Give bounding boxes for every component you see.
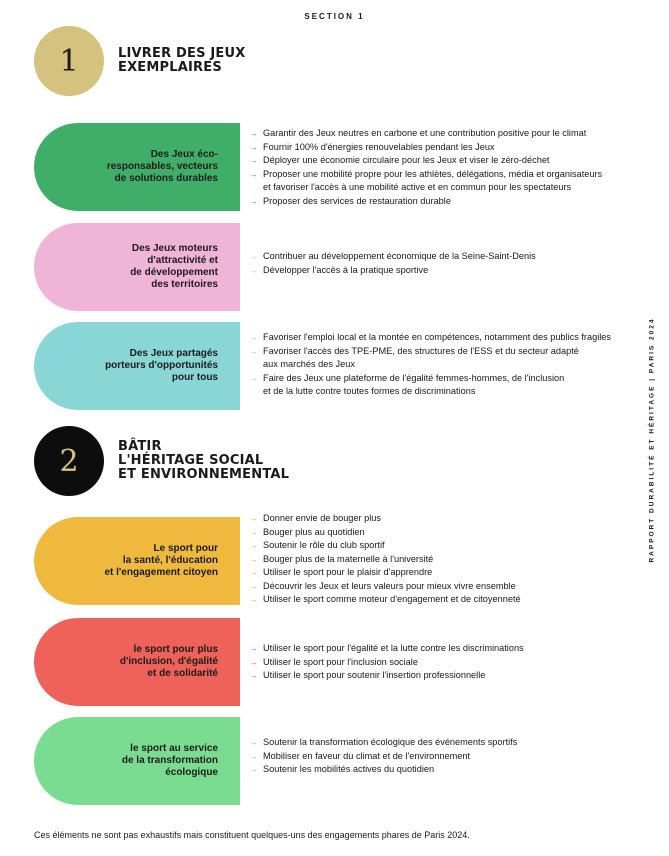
- part-2-title-line: ET ENVIRONNEMENTAL: [118, 467, 290, 482]
- list-item-line: Utiliser le sport pour l'inclusion sociale: [263, 656, 418, 667]
- arrow-right-icon: →: [249, 580, 258, 591]
- list-item-text: [263, 168, 602, 195]
- arrow-right-icon: →: [249, 155, 258, 165]
- list-item-line: Proposer une mobilité propre pour les athlètes, délégations, média et organisateurs: [263, 168, 603, 179]
- list-item-line: Fournir 100% d'énergies renouvelables pendant les Jeux: [263, 141, 495, 152]
- list-item: [249, 372, 649, 399]
- part-1-number-badge: 1: [34, 26, 104, 96]
- list-item-text: [263, 669, 485, 683]
- group-label-line: et l'engagement citoyen: [104, 567, 218, 578]
- list-item-line: Favoriser l'accès des TPE-PME, des structures de l'ESS et du secteur adapté: [263, 345, 579, 356]
- list-item: [249, 154, 649, 168]
- arrow-right-icon: →: [249, 372, 258, 383]
- footnote: Ces éléments ne sont pas exhaustifs mais constituent quelques-uns des engagements phares de Paris 2024.: [34, 830, 470, 840]
- list-item-text: [263, 566, 432, 580]
- arrow-right-icon: →: [249, 345, 258, 356]
- arrow-right-icon: →: [249, 264, 258, 275]
- list-item-line: Donner envie de bouger plus: [263, 513, 381, 523]
- group-4-label: [104, 543, 218, 579]
- arrow-right-icon: →: [249, 643, 258, 653]
- list-item-text: [263, 141, 495, 155]
- arrow-right-icon: →: [249, 128, 258, 138]
- list-item: [249, 141, 649, 155]
- part-1-title-line: LIVRER DES JEUX: [118, 46, 246, 61]
- list-item-line: Favoriser l'emploi local et la montée en compétences, notamment des publics fragiles: [263, 332, 611, 342]
- list-item-line: Découvrir les Jeux et leurs valeurs pour mieux vivre ensemble: [263, 580, 516, 591]
- part-2-title: [118, 440, 289, 482]
- group-label-line: pour tous: [171, 372, 218, 383]
- list-item-line: et favoriser l'accès à une mobilité active et en commun pour les spectateurs: [263, 182, 572, 192]
- group-5-items: [249, 642, 649, 683]
- part-2-title-line: L'HÉRITAGE SOCIAL: [118, 453, 264, 468]
- list-item-text: [263, 593, 521, 607]
- list-item-line: Soutenir le rôle du club sportif: [263, 540, 385, 550]
- group-label-line: Des Jeux partagés: [129, 348, 218, 359]
- arrow-right-icon: →: [249, 251, 258, 261]
- list-item: [249, 566, 649, 580]
- list-item-text: [263, 526, 365, 540]
- arrow-right-icon: →: [249, 670, 258, 680]
- side-running-title-text: RAPPORT DURABILITÉ ET HÉRITAGE | PARIS 2024: [648, 317, 656, 563]
- group-label-line: Le sport pour: [153, 543, 218, 554]
- list-item: [249, 345, 649, 372]
- list-item: [249, 250, 649, 264]
- list-item-line: Déployer une économie circulaire pour les Jeux et viser le zéro-déchet: [263, 155, 550, 165]
- part-1-title-line: EXEMPLAIRES: [118, 60, 222, 75]
- list-item-line: Proposer des services de restauration durable: [263, 195, 451, 206]
- list-item: [249, 168, 649, 195]
- arrow-right-icon: →: [249, 567, 258, 577]
- list-item: [249, 331, 649, 345]
- list-item-line: Utiliser le sport pour le plaisir d'apprendre: [263, 567, 433, 577]
- list-item-text: [263, 195, 451, 209]
- group-label-line: porteurs d'opportunités: [105, 360, 218, 371]
- arrow-right-icon: →: [249, 553, 258, 564]
- list-item-line: aux marchés des Jeux: [263, 359, 355, 369]
- group-2-items: [249, 250, 649, 277]
- arrow-right-icon: →: [249, 168, 258, 179]
- list-item-text: [263, 642, 524, 656]
- list-item-line: Mobiliser en faveur du climat et de l'environnement: [263, 750, 471, 761]
- list-item-line: Développer l'accès à la pratique sportive: [263, 264, 429, 275]
- arrow-right-icon: →: [249, 737, 258, 747]
- part-2-title-line: BÂTIR: [118, 439, 162, 454]
- group-label-line: de développement: [130, 267, 218, 278]
- list-item: [249, 593, 649, 607]
- arrow-right-icon: →: [249, 195, 258, 206]
- list-item: [249, 736, 649, 750]
- group-4-items: [249, 512, 649, 607]
- section-label: SECTION 1: [304, 12, 365, 21]
- list-item: [249, 512, 649, 526]
- part-2-number-badge: 2: [34, 426, 104, 496]
- list-item-text: [263, 750, 470, 764]
- group-1-items: [249, 127, 649, 208]
- group-3-items: [249, 331, 649, 399]
- group-label-line: Des Jeux éco-: [150, 149, 218, 160]
- list-item-line: Utiliser le sport pour l'égalité et la lutte contre les discriminations: [263, 643, 524, 653]
- list-item-text: [263, 736, 517, 750]
- list-item-text: [263, 656, 418, 670]
- group-6-label: [122, 743, 218, 779]
- list-item: [249, 750, 649, 764]
- arrow-right-icon: →: [249, 594, 258, 604]
- list-item-text: [263, 553, 433, 567]
- group-2-pill: [34, 223, 240, 311]
- list-item-text: [263, 154, 550, 168]
- group-label-line: d'attractivité et: [147, 255, 218, 266]
- list-item-text: [263, 512, 381, 526]
- arrow-right-icon: →: [249, 656, 258, 667]
- group-label-line: de solutions durables: [114, 173, 218, 184]
- list-item: [249, 553, 649, 567]
- list-item-text: [263, 250, 536, 264]
- group-label-line: et de solidarité: [147, 668, 218, 679]
- list-item: [249, 539, 649, 553]
- list-item-line: et de la lutte contre toutes formes de discriminations: [263, 386, 476, 396]
- list-item: [249, 580, 649, 594]
- list-item: [249, 526, 649, 540]
- list-item: [249, 127, 649, 141]
- list-item-line: Faire des Jeux une plateforme de l'égalité femmes-hommes, de l'inclusion: [263, 372, 565, 383]
- group-6-items: [249, 736, 649, 777]
- list-item-text: [263, 345, 579, 372]
- arrow-right-icon: →: [249, 526, 258, 537]
- list-item-text: [263, 539, 385, 553]
- group-label-line: responsables, vecteurs: [106, 161, 218, 172]
- group-label-line: de la transformation: [121, 755, 218, 766]
- list-item: [249, 763, 649, 777]
- arrow-right-icon: →: [249, 141, 258, 152]
- list-item-line: Soutenir la transformation écologique des événements sportifs: [263, 737, 518, 747]
- group-4-pill: [34, 517, 240, 605]
- arrow-right-icon: →: [249, 540, 258, 550]
- group-label-line: écologique: [165, 767, 218, 778]
- list-item-line: Utiliser le sport pour soutenir l'insertion professionnelle: [263, 670, 486, 680]
- group-3-label: [105, 348, 218, 384]
- list-item-text: [263, 127, 586, 141]
- group-label-line: le sport au service: [130, 743, 218, 754]
- list-item-line: Soutenir les mobilités actives du quotidien: [263, 764, 435, 774]
- group-6-pill: [34, 717, 240, 805]
- arrow-right-icon: →: [249, 332, 258, 342]
- list-item-text: [263, 264, 428, 278]
- arrow-right-icon: →: [249, 750, 258, 761]
- group-label-line: d'inclusion, d'égalité: [119, 656, 218, 667]
- group-5-pill: [34, 618, 240, 706]
- list-item-text: [263, 580, 516, 594]
- group-5-label: [120, 644, 218, 680]
- list-item-line: Utiliser le sport comme moteur d'engagement et de citoyenneté: [263, 594, 521, 604]
- arrow-right-icon: →: [249, 764, 258, 774]
- list-item-text: [263, 331, 611, 345]
- list-item: [249, 195, 649, 209]
- list-item-text: [263, 763, 434, 777]
- group-label-line: Des Jeux moteurs: [131, 243, 218, 254]
- list-item-text: [263, 372, 564, 399]
- list-item: [249, 264, 649, 278]
- group-label-line: des territoires: [151, 279, 218, 290]
- part-1-title: [118, 47, 245, 75]
- side-running-title: [645, 300, 659, 580]
- list-item-line: Bouger plus de la maternelle à l'université: [263, 553, 434, 564]
- list-item-line: Garantir des Jeux neutres en carbone et une contribution positive pour le climat: [263, 128, 587, 138]
- list-item: [249, 656, 649, 670]
- list-item-line: Contribuer au développement économique de la Seine-Saint-Denis: [263, 251, 536, 261]
- group-1-label: [107, 149, 218, 185]
- list-item: [249, 669, 649, 683]
- group-2-label: [130, 243, 218, 291]
- group-label-line: le sport pour plus: [133, 644, 218, 655]
- list-item: [249, 642, 649, 656]
- group-label-line: la santé, l'éducation: [122, 555, 218, 566]
- group-1-pill: [34, 123, 240, 211]
- group-3-pill: [34, 322, 240, 410]
- list-item-line: Bouger plus au quotidien: [263, 526, 365, 537]
- arrow-right-icon: →: [249, 513, 258, 523]
